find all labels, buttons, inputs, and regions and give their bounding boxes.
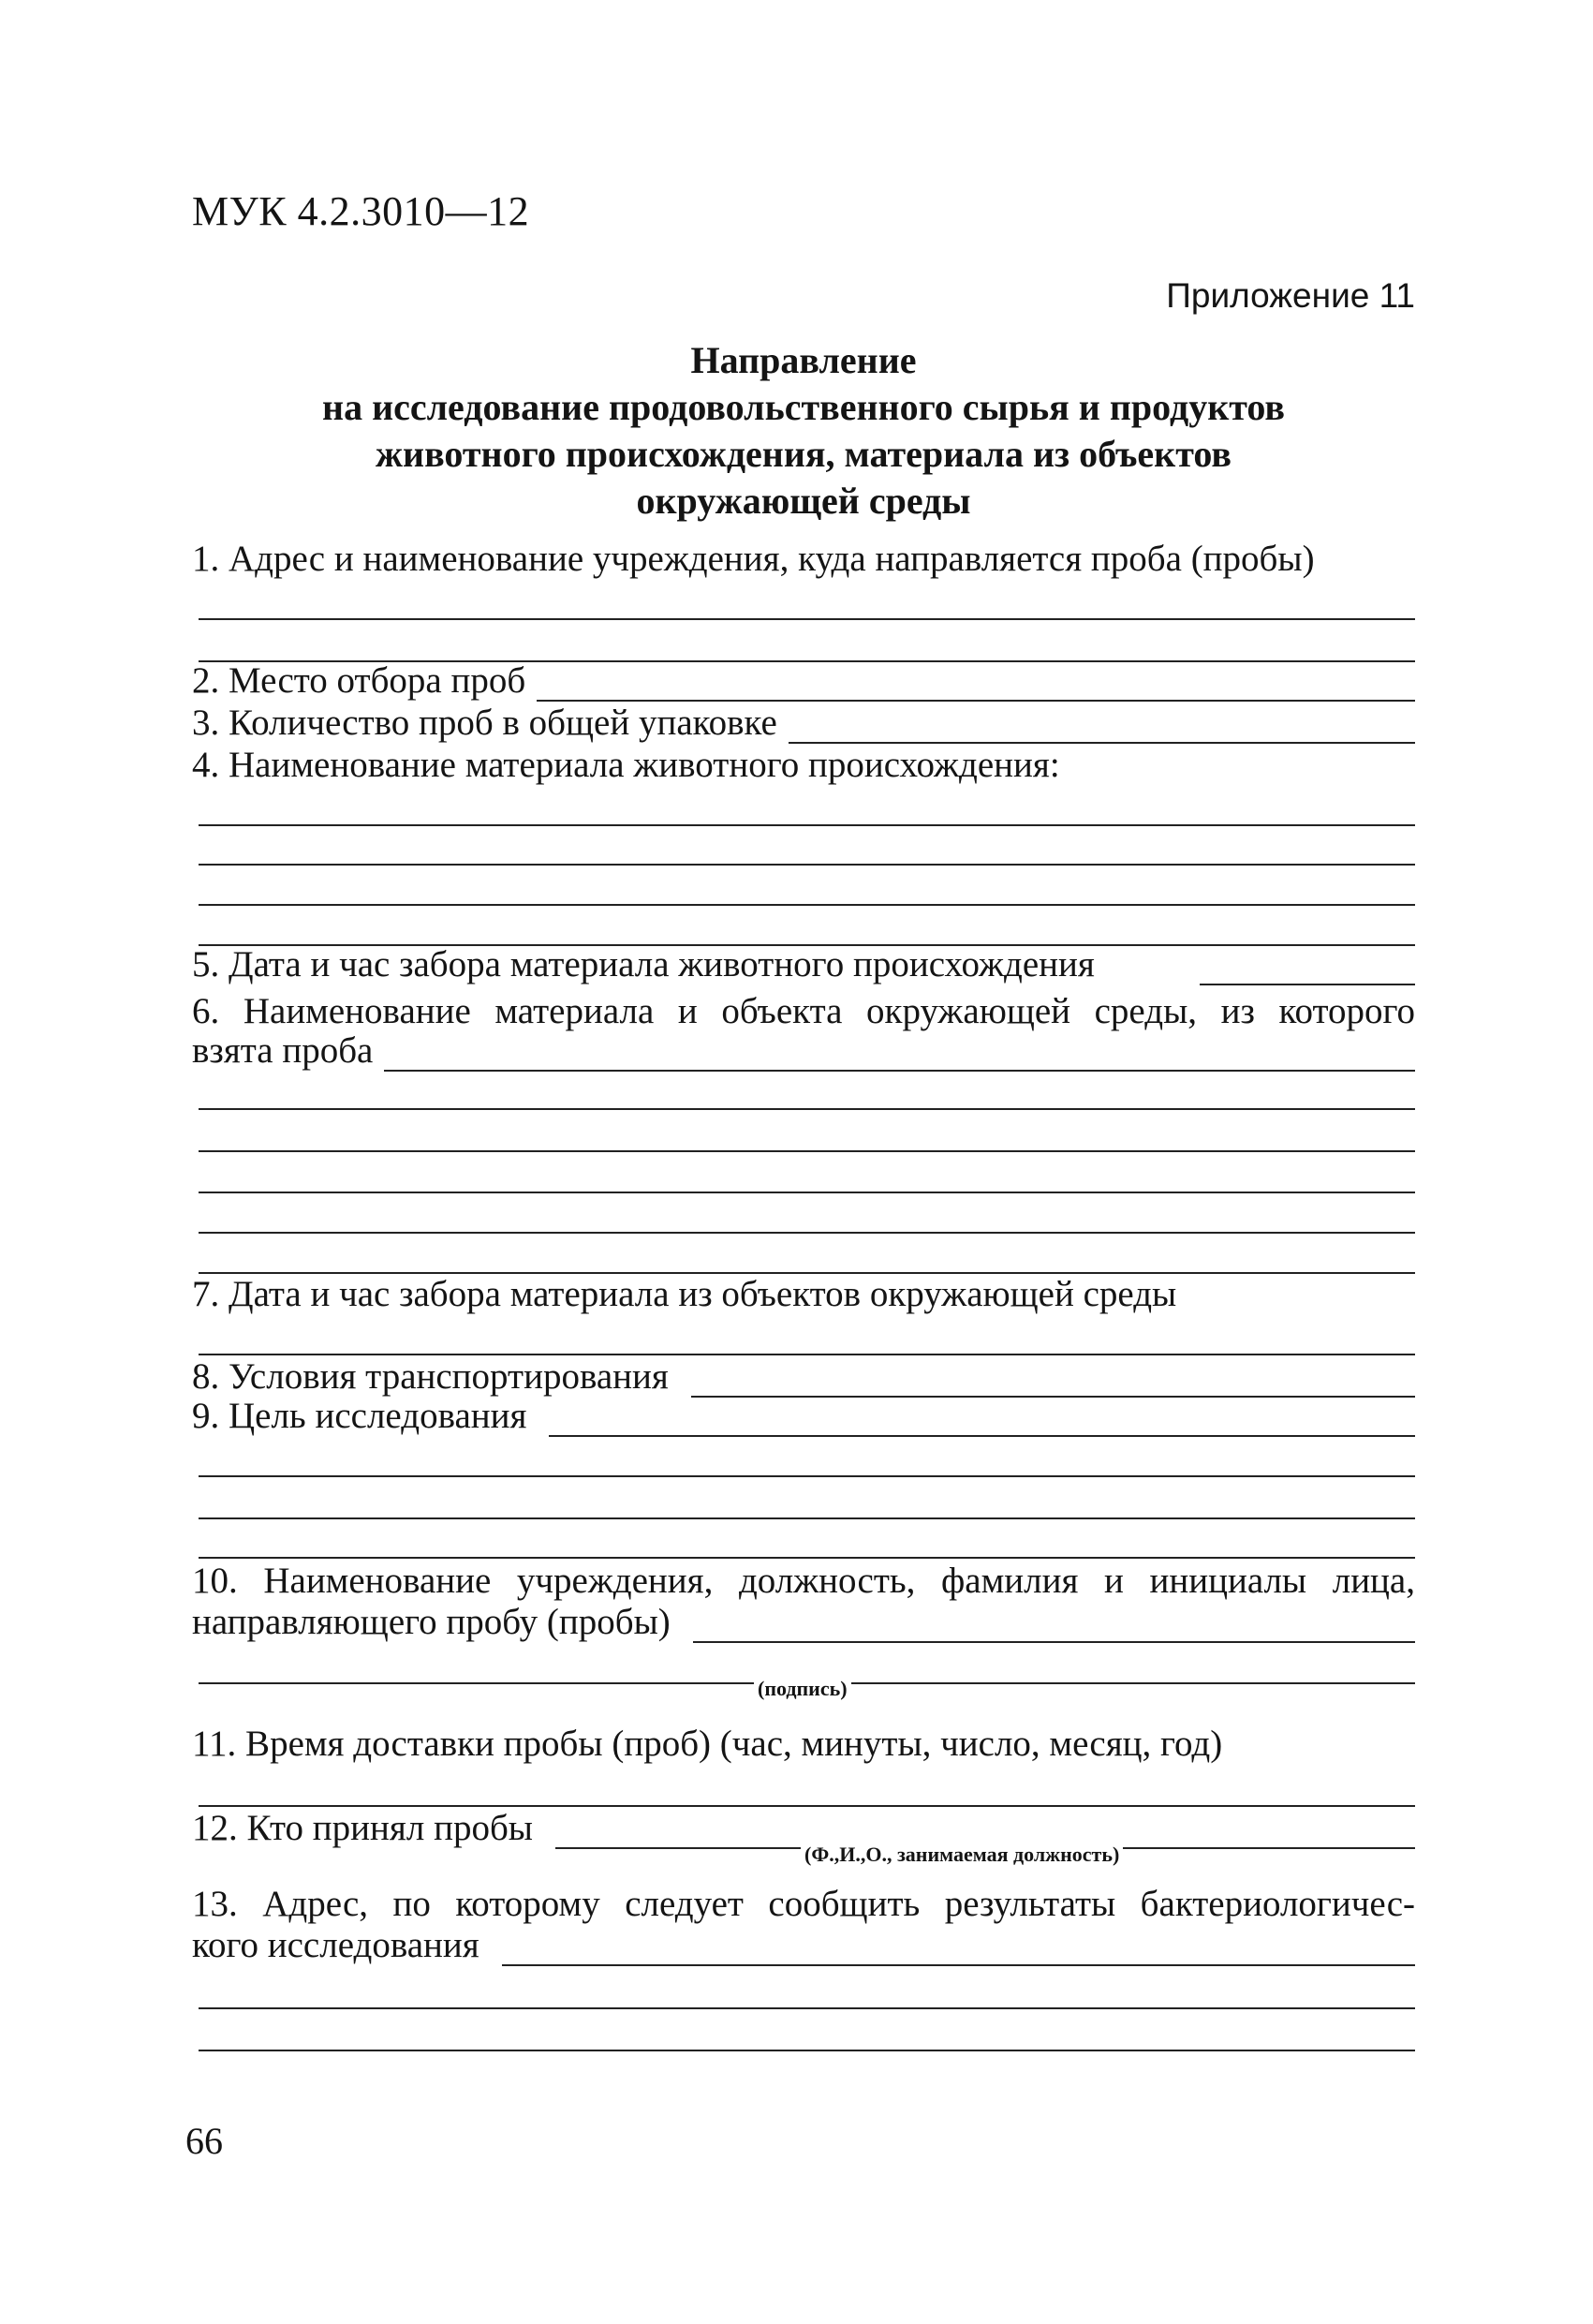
document-code: МУК 4.2.3010—12 [192,188,530,234]
item-5-field[interactable] [1200,952,1415,985]
item-11 [192,1724,1415,1765]
item-6 [192,990,1415,1033]
signature-caption: (подпись) [754,1677,851,1701]
name-position-caption: (Ф.,И.,О., занимаемая должность) [801,1843,1123,1867]
item-6-field-line-1[interactable] [199,1108,1415,1110]
title-line-1: Направление [690,339,917,381]
item-6-field-line-3[interactable] [199,1192,1415,1193]
item-10-label-line-1: 10. Наименование учреждения, должность, фамилия и инициалы лица, [192,1561,1415,1601]
item-6-field[interactable] [384,1038,1415,1072]
item-13-label-line-2: кого исследования [192,1925,479,1965]
appendix-label: Приложение 11 [1166,276,1415,315]
item-1-field-line-1[interactable] [199,618,1415,620]
title-line-3: животного происхождения, материала из объектов [376,433,1232,475]
item-11-field-line[interactable] [199,1805,1415,1807]
item-7-label: 7. Дата и час забора материала из объектов окружающей среды [192,1274,1177,1314]
item-6-label-line-2: взята проба [192,1030,374,1071]
item-5 [192,944,1415,985]
item-4 [192,745,1415,786]
item-9-field[interactable] [549,1403,1415,1437]
item-7-field-line[interactable] [199,1354,1415,1355]
item-5-label: 5. Дата и час забора материала животного происхождения [192,944,1095,984]
item-2-label: 2. Место отбора проб [192,660,526,701]
item-13-label-line-1: 13. Адрес, по которому следует сообщить результаты бактериологичес- [192,1884,1415,1924]
item-6-label-line-1: 6. Наименование материала и объекта окружающей среды, из которого [192,991,1415,1031]
item-4-field-line-1[interactable] [199,824,1415,826]
item-13 [192,1883,1415,1926]
item-8 [192,1356,1415,1398]
item-8-label: 8. Условия транспортирования [192,1356,669,1397]
item-13-row-2 [192,1925,1415,1966]
item-13-field-line-2[interactable] [199,2050,1415,2051]
item-9-field-line-1[interactable] [199,1475,1415,1477]
item-7 [192,1274,1415,1315]
item-10-label-line-2: направляющего пробу (пробы) [192,1602,671,1642]
item-9-label: 9. Цель исследования [192,1396,527,1436]
item-12-label: 12. Кто принял пробы [192,1808,533,1848]
document-title [192,337,1415,525]
item-2 [192,660,1415,702]
item-10 [192,1560,1415,1603]
item-6-row-2 [192,1030,1415,1072]
item-3-label: 3. Количество проб в общей упаковке [192,703,777,743]
item-9 [192,1396,1415,1437]
item-10-row-2 [192,1602,1415,1643]
item-1-label: 1. Адрес и наименование учреждения, куда направляется проба (пробы) [192,539,1315,579]
item-3-field[interactable] [789,710,1415,744]
item-8-field[interactable] [691,1364,1415,1398]
item-13-field[interactable] [502,1932,1415,1966]
item-4-field-line-3[interactable] [199,904,1415,906]
item-10-field[interactable] [693,1609,1415,1643]
title-line-4: окружающей среды [636,480,971,522]
title-line-2: на исследование продовольственного сырья и продуктов [322,386,1285,428]
item-2-field[interactable] [537,668,1415,702]
item-13-field-line-1[interactable] [199,2007,1415,2009]
item-4-label: 4. Наименование материала животного происхождения: [192,745,1060,785]
item-9-field-line-2[interactable] [199,1517,1415,1519]
item-11-label: 11. Время доставки пробы (проб) (час, минуты, число, месяц, год) [192,1724,1223,1764]
item-3 [192,703,1415,744]
item-6-field-line-2[interactable] [199,1150,1415,1152]
item-1 [192,539,1415,580]
page-number: 66 [185,2120,223,2162]
item-6-field-line-4[interactable] [199,1232,1415,1234]
item-9-field-line-3[interactable] [199,1557,1415,1559]
item-4-field-line-2[interactable] [199,864,1415,866]
